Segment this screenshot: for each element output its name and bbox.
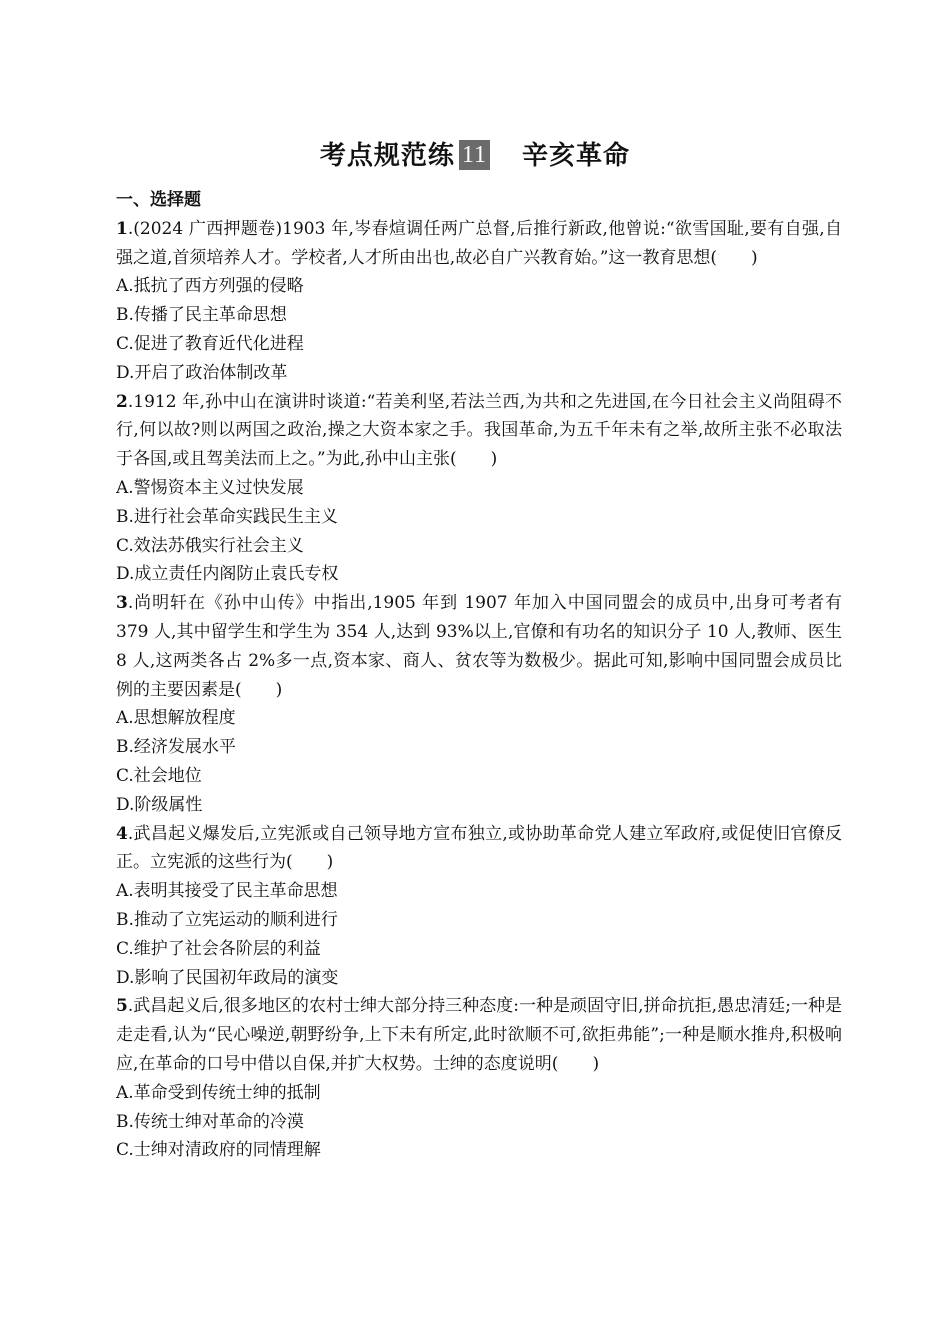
question-1 — [116, 215, 842, 388]
lesson-number-badge: 11 — [459, 140, 490, 170]
question-stem — [116, 589, 842, 704]
option-c: C.效法苏俄实行社会主义 — [116, 535, 304, 556]
question-3 — [116, 589, 842, 819]
question-stem — [116, 820, 842, 878]
question-number: 2 — [116, 391, 128, 412]
question-source: .(2024 广西押题卷) — [127, 218, 283, 239]
title-main: 辛亥革命 — [522, 141, 631, 171]
question-number: 1 — [116, 218, 128, 239]
option-d: D.开启了政治体制改革 — [116, 362, 288, 383]
section-heading: 一、选择题 — [116, 190, 201, 210]
question-2 — [116, 388, 842, 590]
question-text: 1903 年,岑春煊调任两广总督,后推行新政,他曾说:“欲雪国耻,要有自强,自强之道,首须培养人才。学校者,人才所由出也,故必自广兴教育始。”这一教育思想( ) — [116, 218, 842, 268]
title-prefix: 考点规范练 — [319, 141, 455, 171]
question-source: . — [127, 593, 134, 614]
option-b: B.传统士绅对革命的冷漠 — [116, 1111, 304, 1132]
question-stem — [116, 388, 842, 474]
option-a: A.表明其接受了民主革命思想 — [116, 881, 338, 902]
option-d: D.影响了民国初年政局的演变 — [116, 967, 339, 988]
option-b: B.推动了立宪运动的顺利进行 — [116, 909, 338, 930]
question-number: 4 — [116, 823, 128, 844]
option-a: A.思想解放程度 — [116, 708, 236, 729]
question-text: 尚明轩在《孙中山传》中指出,1905 年到 1907 年加入中国同盟会的成员中,出身可考者有 379 人,其中留学生和学生为 354 人,达到 93%以上,官僚和有功名的知识分子 10 人,教师、医生 8 人,这两类各占 2%多一点,资本家、商人、贫农等为数极少。据此可知,影响中国同盟会成员比例的主要因素是( ) — [116, 593, 842, 700]
option-a: A.警惕资本主义过快发展 — [116, 477, 304, 498]
question-text: 武昌起义爆发后,立宪派或自己领导地方宣布独立,或协助革命党人建立军政府,或促使旧官僚反正。立宪派的这些行为( ) — [116, 823, 842, 873]
question-5 — [116, 992, 842, 1165]
option-a: A.抵抗了西方列强的侵略 — [116, 276, 304, 297]
option-a: A.革命受到传统士绅的抵制 — [116, 1082, 321, 1103]
option-b: B.经济发展水平 — [116, 737, 236, 758]
question-number: 3 — [116, 593, 128, 614]
question-text: 1912 年,孙中山在演讲时谈道:“若美利坚,若法兰西,为共和之先进国,在今日社会主义尚阻碍不行,何以故?则以两国之政治,操之大资本家之手。我国革命,为五千年未有之举,故所主张不必取法于各国,或且驾美法而上之。”为此,孙中山主张( ) — [116, 391, 842, 470]
option-c: C.社会地位 — [116, 765, 202, 786]
question-stem — [116, 992, 842, 1078]
option-d: D.成立责任内阁防止袁氏专权 — [116, 564, 339, 585]
question-source: . — [127, 996, 134, 1017]
question-4 — [116, 820, 842, 993]
question-text: 武昌起义后,很多地区的农村士绅大部分持三种态度:一种是顽固守旧,拼命抗拒,愚忠清廷;一种是走走看,认为“民心噪逆,朝野纷争,上下未有所定,此时欲顺不可,欲拒弗能”;一种是顺水推舟,积极响应,在革命的口号中借以自保,并扩大权势。士绅的态度说明( ) — [116, 996, 842, 1074]
option-b: B.传播了民主革命思想 — [116, 305, 287, 326]
question-source: . — [127, 823, 134, 844]
page-title — [0, 137, 950, 175]
option-b: B.进行社会革命实践民生主义 — [116, 506, 338, 527]
question-stem — [116, 215, 842, 273]
question-source: . — [127, 391, 134, 412]
option-c: C.维护了社会各阶层的利益 — [116, 938, 321, 959]
option-c: C.士绅对清政府的同情理解 — [116, 1140, 321, 1161]
option-c: C.促进了教育近代化进程 — [116, 333, 304, 354]
question-number: 5 — [116, 996, 128, 1017]
question-list — [116, 186, 842, 1165]
option-d: D.阶级属性 — [116, 794, 203, 815]
